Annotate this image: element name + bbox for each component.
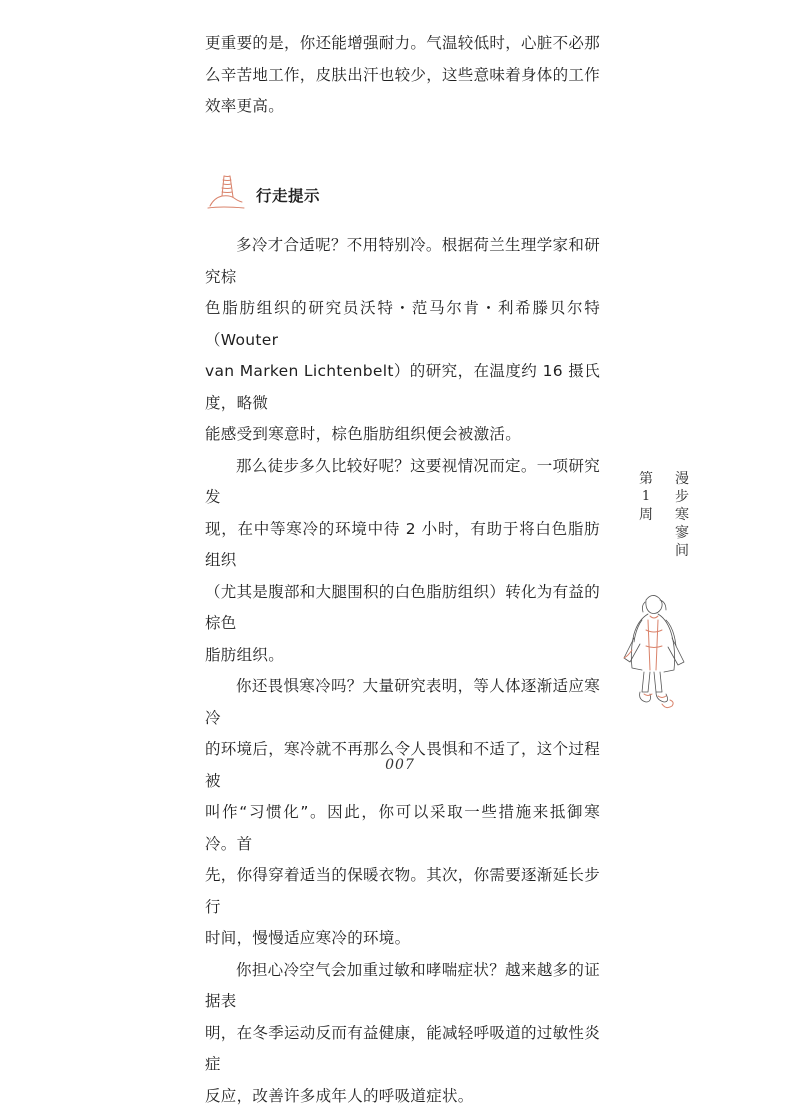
text-line: 叫作“习惯化”。因此，你可以采取一些措施来抵御寒冷。首: [205, 797, 600, 860]
chapter-char: 1: [636, 488, 656, 506]
text-line: 效率更高。: [205, 91, 600, 123]
section-body: [205, 230, 600, 1112]
text-line: 先，你得穿着适当的保暖衣物。其次，你需要逐渐延长步行: [205, 860, 600, 923]
text-line: 脂肪组织。: [205, 640, 600, 672]
winter-walker-illustration: [610, 590, 695, 720]
paragraph-4: [205, 955, 600, 1112]
paragraph-1: [205, 230, 600, 451]
title-char: 间: [672, 542, 692, 560]
paragraph-3: [205, 671, 600, 955]
text-line: 能感受到寒意时，棕色脂肪组织便会被激活。: [205, 419, 600, 451]
text-line: 的环境后，寒冷就不再那么令人畏惧和不适了，这个过程被: [205, 734, 600, 797]
section-title: 行走提示: [256, 184, 320, 206]
chapter-char: 周: [636, 506, 656, 524]
text-line: 么辛苦地工作，皮肤出汗也较少，这些意味着身体的工作: [205, 60, 600, 92]
text-line: 你担心冷空气会加重过敏和哮喘症状？越来越多的证据表: [205, 955, 600, 1018]
text-line: （尤其是腹部和大腿围积的白色脂肪组织）转化为有益的棕色: [205, 577, 600, 640]
walking-shoe-icon: [202, 172, 252, 212]
chapter-title-column: [672, 470, 692, 560]
text-line: 那么徒步多久比较好呢？这要视情况而定。一项研究发: [205, 451, 600, 514]
title-char: 步: [672, 488, 692, 506]
text-line: van Marken Lichtenbelt）的研究，在温度约 16 摄氏度，略微: [205, 356, 600, 419]
text-line: 更重要的是，你还能增强耐力。气温较低时，心脏不必那: [205, 28, 600, 60]
chapter-side-tab: [636, 470, 692, 560]
text-line: 你还畏惧寒冷吗？大量研究表明，等人体逐渐适应寒冷: [205, 671, 600, 734]
text-line: 明，在冬季运动反而有益健康，能减轻呼吸道的过敏性炎症: [205, 1018, 600, 1081]
title-char: 漫: [672, 470, 692, 488]
chapter-char: 第: [636, 470, 656, 488]
text-line: 色脂肪组织的研究员沃特・范马尔肯・利希滕贝尔特（Wouter: [205, 293, 600, 356]
title-char: 寥: [672, 524, 692, 542]
text-line: 时间，慢慢适应寒冷的环境。: [205, 923, 600, 955]
title-char: 寒: [672, 506, 692, 524]
text-line: 多冷才合适呢？不用特别冷。根据荷兰生理学家和研究棕: [205, 230, 600, 293]
section-heading: [202, 172, 320, 212]
text-line: 反应，改善许多成年人的呼吸道症状。: [205, 1081, 600, 1112]
chapter-number-column: [636, 470, 656, 560]
text-line: 现，在中等寒冷的环境中待 2 小时，有助于将白色脂肪组织: [205, 514, 600, 577]
paragraph-2: [205, 451, 600, 672]
page-number: 007: [0, 757, 800, 773]
intro-paragraph: [205, 28, 600, 123]
